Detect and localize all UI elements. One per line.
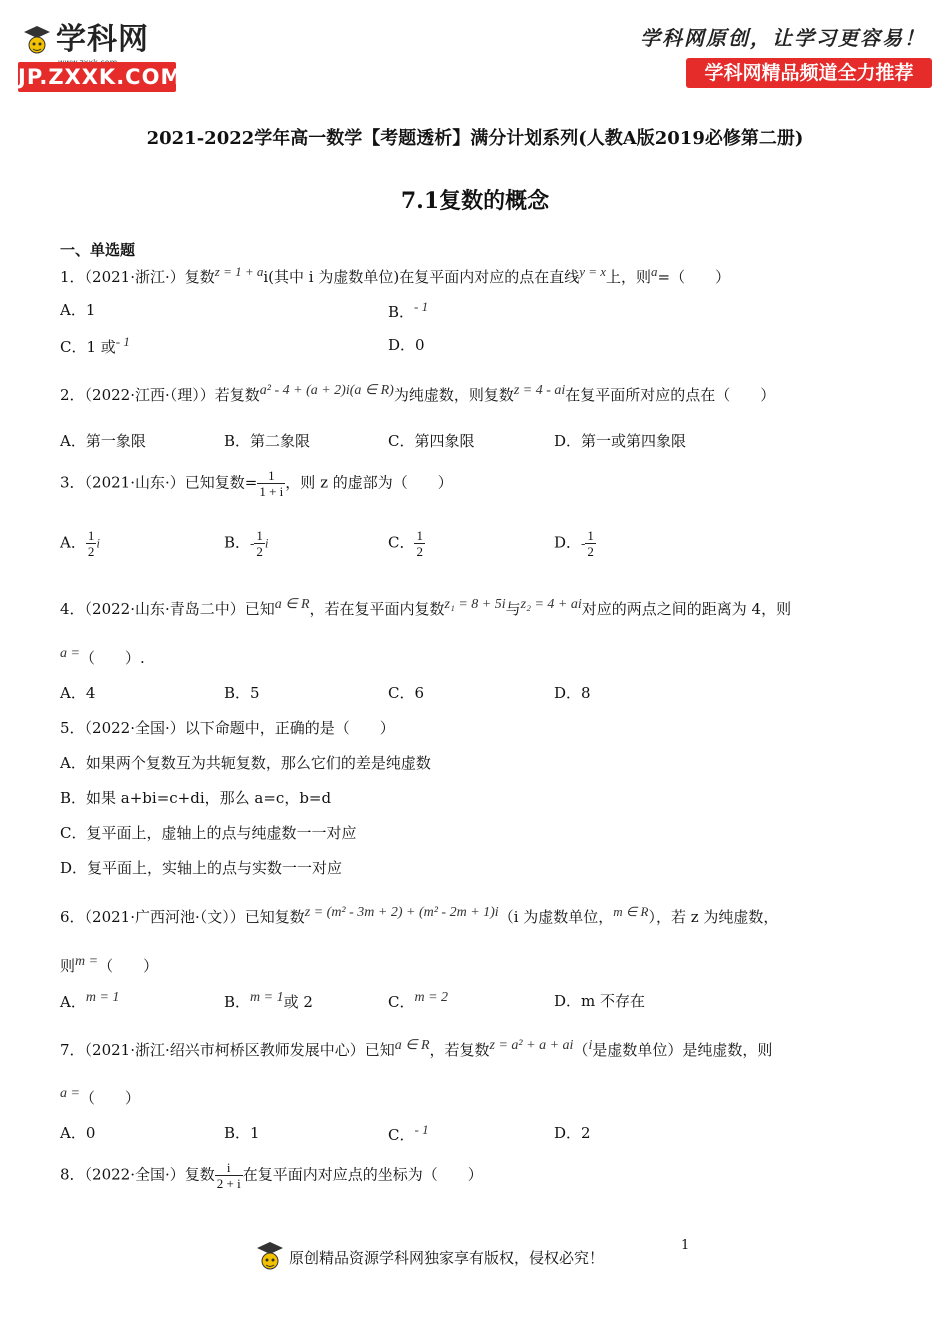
option-c: C．$^{m = 2}$ (388, 990, 449, 1011)
option-a: A．第一象限 (60, 432, 146, 450)
site-logo (22, 14, 149, 67)
option-a: A．0 (60, 1124, 96, 1142)
page-number: 1 (681, 1238, 690, 1253)
question-3: 3．（2021·山东·）已知复数= $\frac{1}{1 + i}$ ，则 z 的虚部为（ ） (60, 468, 453, 499)
question-4-line-2: $^{a =}$（ ）. (60, 646, 145, 667)
footer-text: 原创精品资源学科网独家享有版权，侵权必究！ (289, 1248, 605, 1267)
graduation-cap-icon (22, 24, 52, 58)
option-d: D．2 (554, 1124, 591, 1142)
question-4: 4．（2022·山东·青岛二中）已知$^{a \in R}$，若在复平面内复数$^{z_1 = 8 + 5i}$与$^{z_2 = 4 + ai}$对应的两点之间的距离为 4，则 (60, 597, 792, 618)
series-title: 2021-2022学年高一数学【考题透析】满分计划系列(人教A版2019必修第二册) (146, 128, 804, 149)
option-a: A．如果两个复数互为共轭复数，那么它们的差是纯虚数 (60, 754, 431, 772)
main-title: 7.1复数的概念 (400, 188, 550, 214)
option-b: B．5 (224, 684, 260, 702)
option-d: D．- $\frac{1}{2}$ (554, 528, 594, 559)
jp-banner: JP.ZXXK.COM (18, 62, 176, 92)
slogan: 学科网原创，让学习更容易！ (640, 26, 926, 50)
logo-text: 学科网 (56, 22, 149, 57)
option-a: A．4 (60, 684, 96, 702)
question-6: 6．（2021·广西河池·（文））已知复数$^{z = (m^2 - 3m + 2) + (m^2 - 2m + 1)i}$（i 为虚数单位，$^{m \in R}$），若 z 为纯虚数， (60, 904, 779, 926)
fraction: $\frac{i}{2 + i}$ (216, 1160, 241, 1191)
option-c: C． $\frac{1}{2}$ (388, 528, 423, 559)
option-c: C．1 或$^{- 1}$ (60, 334, 130, 356)
option-b: B．1 (224, 1124, 260, 1142)
option-a: A． $\frac{1}{2}$ i (60, 528, 100, 559)
option-c: C．$^{- 1}$ (388, 1122, 429, 1144)
section-title: 一、单选题 (60, 241, 136, 259)
option-a: A．1 (60, 301, 96, 319)
question-7-line-2: $^{a =}$（ ） (60, 1086, 140, 1107)
question-8: 8．（2022·全国·）复数 $\frac{i}{2 + i}$ 在复平面内对应点的坐标为（ ） (60, 1160, 483, 1191)
option-d: D．复平面上，实轴上的点与实数一一对应 (60, 859, 343, 877)
option-c: C．6 (388, 684, 425, 702)
question-2: 2．（2022·江西·（理））若复数$^{a^2 - 4 + (a + 2)i(a \in R)}$为纯虚数，则复数$^{z = 4 - ai}$在复平面所对应的点在（ ） (60, 383, 776, 404)
option-b: B．第二象限 (224, 432, 311, 450)
option-b: B．$^{- 1}$ (388, 299, 429, 321)
option-d: D．第一或第四象限 (554, 432, 687, 450)
recommend-banner: 学科网精品频道全力推荐 (686, 58, 932, 88)
question-7: 7．（2021·浙江·绍兴市柯桥区教师发展中心）已知$^{a \in R}$，若复数$^{z = a^2 + a + ai}$（$^i$是虚数单位）是纯虚数，则 (60, 1038, 773, 1059)
question-5: 5．（2022·全国·）以下命题中，正确的是（ ） (60, 719, 395, 737)
option-d: D．m 不存在 (554, 992, 646, 1010)
option-c: C．复平面上，虚轴上的点与纯虚数一一对应 (60, 824, 357, 842)
footer (255, 1240, 604, 1274)
question-1: 1．（2021·浙江·）复数$^{z = 1 + a}$i(其中 i 为虚数单位)在复平面内对应的点在直线$^{y = x}$上，则$^a$=（ ） (60, 264, 731, 286)
option-b: B．- $\frac{1}{2}$ i (224, 528, 269, 559)
option-a: A．$^{m = 1}$ (60, 990, 120, 1011)
graduation-cap-icon (255, 1240, 285, 1274)
option-b: B．$^{m = 1}$或 2 (224, 990, 313, 1011)
option-b: B．如果 a+bi=c+di，那么 a=c，b=d (60, 789, 332, 807)
option-d: D．8 (554, 684, 591, 702)
fraction: $\frac{1}{1 + i}$ (259, 468, 284, 499)
option-d: D．0 (388, 336, 425, 354)
question-6-line-2: 则$^{m =}$（ ） (60, 954, 159, 975)
option-c: C．第四象限 (388, 432, 475, 450)
